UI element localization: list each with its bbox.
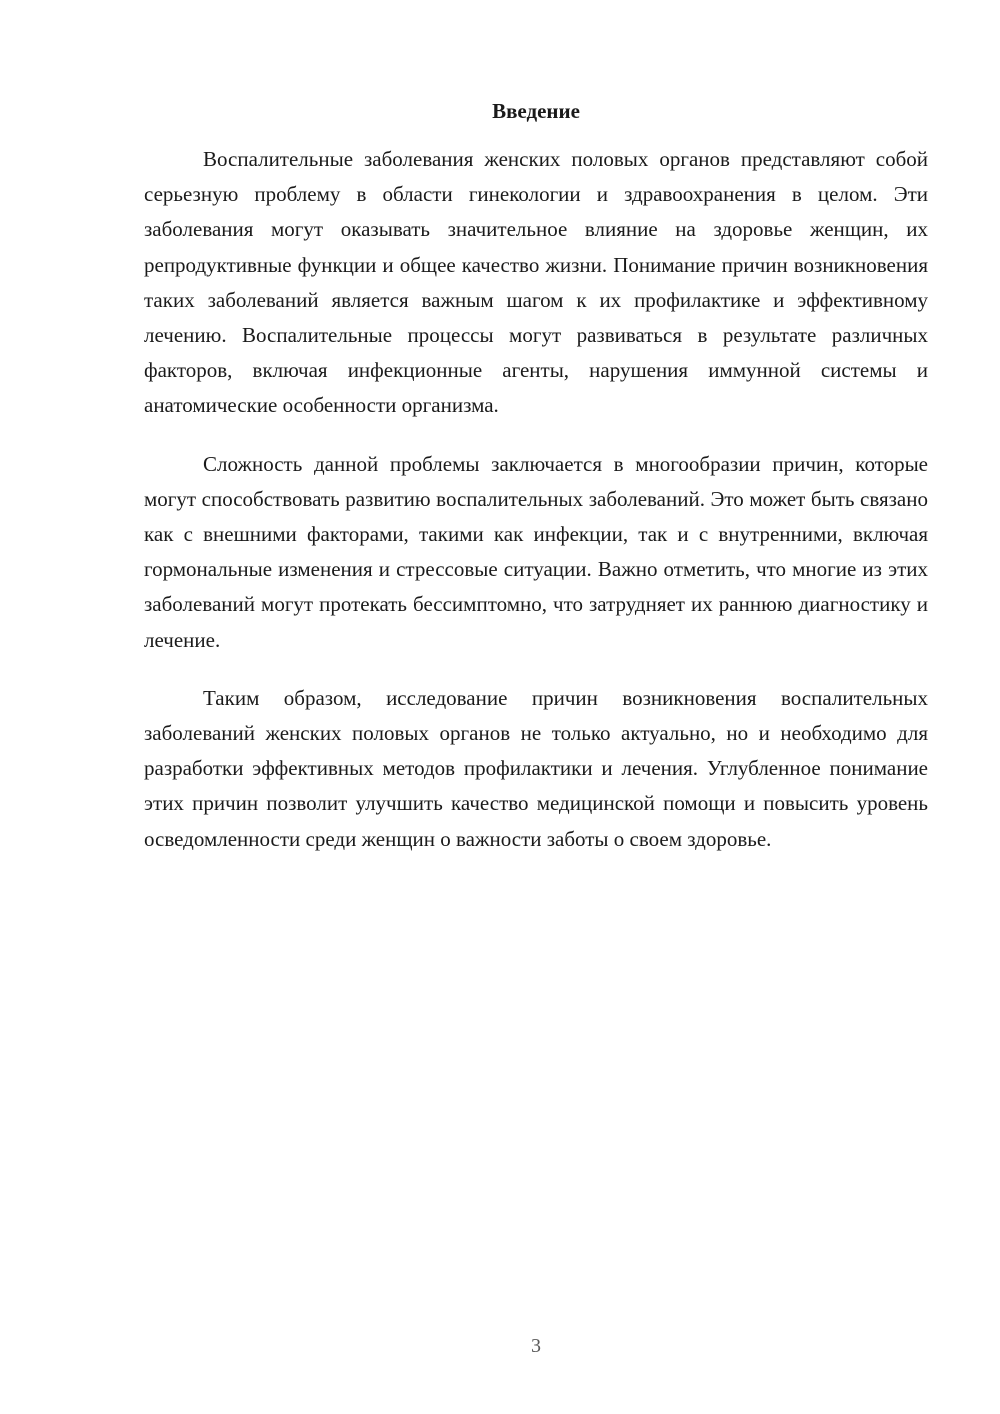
page-number: 3 — [531, 1335, 541, 1357]
paragraph-2: Сложность данной проблемы заключается в многообразии причин, которые могут способствовать развитию воспалительных заболеваний. Это может быть связано как с внешними факторами, такими как инфекции, так и с внутренними, включая гормональные изменения и стрессовые ситуации. Важно отметить, что многие из этих заболеваний могут протекать бессимптомно, что затрудняет их раннюю диагностику и лечение. — [144, 451, 928, 652]
paragraph-1: Воспалительные заболевания женских половых органов представляют собой серьезную проблему в области гинекологии и здравоохранения в целом. Эти заболевания могут оказывать значительное влияние на здоровье женщин, их репродуктивные функции и общее качество жизни. Понимание причин возникновения таких заболеваний является важным шагом к их профилактике и эффективному лечению. Воспалительные процессы могут развиваться в результате различных факторов, включая инфекционные агенты, нарушения иммунной системы и анатомические особенности организма. — [144, 147, 928, 418]
paragraph-3: Таким образом, исследование причин возникновения воспалительных заболеваний женских половых органов не только актуально, но и необходимо для разработки эффективных методов профилактики и лечения. Углубленное понимание этих причин позволит улучшить качество медицинской помощи и повысить уровень осведомленности среди женщин о важности заботы о своем здоровье. — [144, 685, 928, 851]
body-text — [144, 142, 928, 880]
section-heading: Введение — [492, 99, 580, 123]
